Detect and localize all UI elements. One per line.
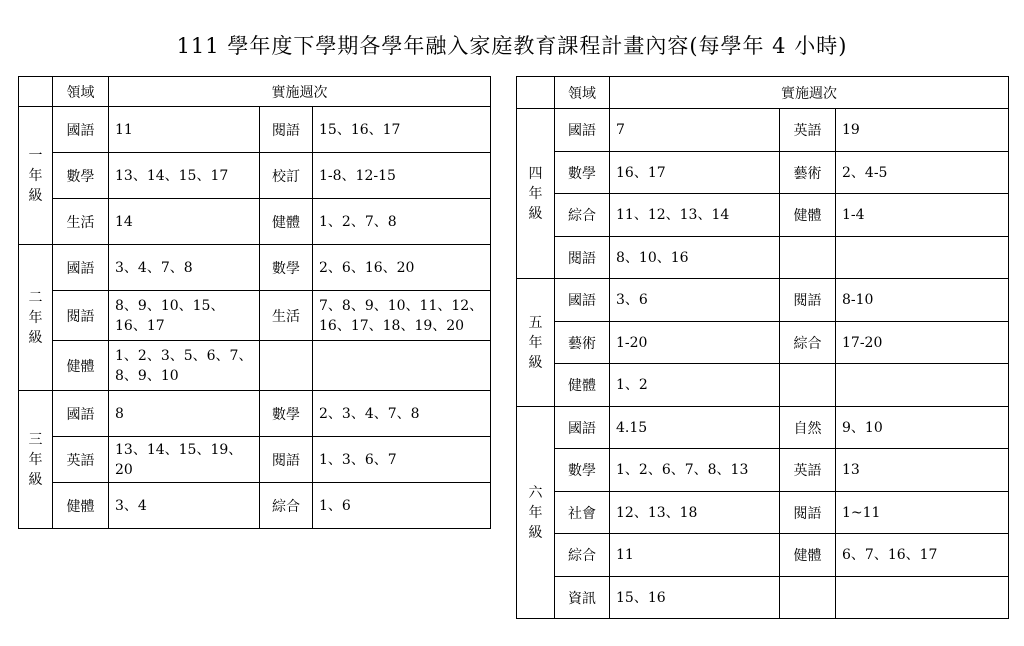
table-row bbox=[19, 153, 491, 199]
weeks-cell: 1、3、6、7 bbox=[313, 437, 491, 483]
grade-label-5: 五年級 bbox=[517, 279, 555, 407]
weeks-cell: 11 bbox=[610, 534, 780, 577]
weeks-cell: 1-20 bbox=[610, 322, 780, 364]
weeks-cell: 15、16、17 bbox=[313, 107, 491, 153]
weeks-cell: 14 bbox=[109, 199, 260, 245]
subject-cell: 閱語 bbox=[555, 237, 610, 279]
subject-cell: 綜合 bbox=[780, 322, 836, 364]
grade-label-2: 二年級 bbox=[19, 245, 53, 391]
subject-cell: 藝術 bbox=[555, 322, 610, 364]
header-domain: 領域 bbox=[555, 77, 610, 109]
table-row bbox=[19, 437, 491, 483]
table-row bbox=[517, 534, 1009, 577]
subject-cell: 健體 bbox=[780, 194, 836, 237]
grade-label-6: 六年級 bbox=[517, 407, 555, 619]
table-header-row bbox=[19, 77, 491, 107]
subject-cell: 數學 bbox=[260, 245, 313, 291]
subject-cell: 綜合 bbox=[555, 194, 610, 237]
subject-cell: 閱語 bbox=[260, 107, 313, 153]
grade-label-3: 三年級 bbox=[19, 391, 53, 529]
subject-cell: 綜合 bbox=[555, 534, 610, 577]
weeks-cell: 7 bbox=[610, 109, 780, 152]
weeks-cell: 12、13、18 bbox=[610, 492, 780, 534]
subject-cell: 數學 bbox=[555, 449, 610, 492]
header-blank bbox=[517, 77, 555, 109]
subject-cell: 社會 bbox=[555, 492, 610, 534]
table-row bbox=[517, 279, 1009, 322]
subject-cell: 閱語 bbox=[53, 291, 109, 341]
weeks-cell: 19 bbox=[836, 109, 1009, 152]
table-row bbox=[517, 577, 1009, 619]
weeks-cell: 1-8、12-15 bbox=[313, 153, 491, 199]
table-row bbox=[19, 245, 491, 291]
weeks-cell bbox=[836, 577, 1009, 619]
subject-cell: 國語 bbox=[555, 407, 610, 449]
weeks-cell: 1、2 bbox=[610, 364, 780, 407]
subject-cell: 健體 bbox=[780, 534, 836, 577]
weeks-cell: 8、9、10、15、16、17 bbox=[109, 291, 260, 341]
table-row bbox=[517, 322, 1009, 364]
weeks-cell: 8-10 bbox=[836, 279, 1009, 322]
weeks-cell: 8、10、16 bbox=[610, 237, 780, 279]
subject-cell: 綜合 bbox=[260, 483, 313, 529]
subject-cell: 數學 bbox=[260, 391, 313, 437]
subject-cell: 英語 bbox=[53, 437, 109, 483]
weeks-cell: 11、12、13、14 bbox=[610, 194, 780, 237]
subject-cell: 生活 bbox=[260, 291, 313, 341]
subject-cell: 健體 bbox=[555, 364, 610, 407]
weeks-cell: 2、3、4、7、8 bbox=[313, 391, 491, 437]
weeks-cell: 13、14、15、19、20 bbox=[109, 437, 260, 483]
table-row bbox=[19, 483, 491, 529]
weeks-cell: 8 bbox=[109, 391, 260, 437]
right-schedule-table bbox=[516, 76, 1009, 619]
table-row bbox=[19, 199, 491, 245]
subject-cell: 閱語 bbox=[780, 279, 836, 322]
weeks-cell: 1、2、7、8 bbox=[313, 199, 491, 245]
weeks-cell bbox=[836, 364, 1009, 407]
table-row bbox=[517, 407, 1009, 449]
subject-cell: 資訊 bbox=[555, 577, 610, 619]
subject-cell: 閱語 bbox=[780, 492, 836, 534]
subject-cell: 生活 bbox=[53, 199, 109, 245]
header-weeks: 實施週次 bbox=[109, 77, 491, 107]
header-domain: 領域 bbox=[53, 77, 109, 107]
subject-cell: 國語 bbox=[555, 279, 610, 322]
subject-cell: 校訂 bbox=[260, 153, 313, 199]
table-row bbox=[19, 107, 491, 153]
subject-cell: 自然 bbox=[780, 407, 836, 449]
weeks-cell: 13 bbox=[836, 449, 1009, 492]
weeks-cell bbox=[836, 237, 1009, 279]
subject-cell: 健體 bbox=[53, 341, 109, 391]
subject-cell: 英語 bbox=[780, 109, 836, 152]
subject-cell: 國語 bbox=[53, 245, 109, 291]
table-row bbox=[19, 391, 491, 437]
weeks-cell: 1、6 bbox=[313, 483, 491, 529]
weeks-cell: 1、2、3、5、6、7、8、9、10 bbox=[109, 341, 260, 391]
table-row bbox=[517, 364, 1009, 407]
table-row bbox=[517, 492, 1009, 534]
table-row bbox=[19, 291, 491, 341]
table-row bbox=[517, 152, 1009, 194]
subject-cell: 數學 bbox=[53, 153, 109, 199]
subject-cell: 閱語 bbox=[260, 437, 313, 483]
weeks-cell: 4.15 bbox=[610, 407, 780, 449]
weeks-cell: 11 bbox=[109, 107, 260, 153]
weeks-cell: 16、17 bbox=[610, 152, 780, 194]
weeks-cell: 3、4、7、8 bbox=[109, 245, 260, 291]
weeks-cell bbox=[313, 341, 491, 391]
table-row bbox=[517, 109, 1009, 152]
subject-cell: 國語 bbox=[555, 109, 610, 152]
subject-cell bbox=[260, 341, 313, 391]
weeks-cell: 3、6 bbox=[610, 279, 780, 322]
weeks-cell: 2、4-5 bbox=[836, 152, 1009, 194]
table-row bbox=[517, 194, 1009, 237]
subject-cell: 國語 bbox=[53, 391, 109, 437]
table-row bbox=[19, 341, 491, 391]
header-blank bbox=[19, 77, 53, 107]
table-row bbox=[517, 449, 1009, 492]
weeks-cell: 7、8、9、10、11、12、16、17、18、19、20 bbox=[313, 291, 491, 341]
subject-cell bbox=[780, 577, 836, 619]
left-schedule-table bbox=[18, 76, 491, 529]
grade-label-4: 四年級 bbox=[517, 109, 555, 279]
grade-label-1: 一年級 bbox=[19, 107, 53, 245]
weeks-cell: 6、7、16、17 bbox=[836, 534, 1009, 577]
table-row bbox=[517, 237, 1009, 279]
subject-cell bbox=[780, 237, 836, 279]
weeks-cell: 1-4 bbox=[836, 194, 1009, 237]
weeks-cell: 1、2、6、7、8、13 bbox=[610, 449, 780, 492]
subject-cell: 數學 bbox=[555, 152, 610, 194]
weeks-cell: 3、4 bbox=[109, 483, 260, 529]
subject-cell: 藝術 bbox=[780, 152, 836, 194]
weeks-cell: 1~11 bbox=[836, 492, 1009, 534]
weeks-cell: 9、10 bbox=[836, 407, 1009, 449]
header-weeks: 實施週次 bbox=[610, 77, 1009, 109]
subject-cell: 健體 bbox=[260, 199, 313, 245]
subject-cell bbox=[780, 364, 836, 407]
weeks-cell: 17-20 bbox=[836, 322, 1009, 364]
subject-cell: 國語 bbox=[53, 107, 109, 153]
weeks-cell: 13、14、15、17 bbox=[109, 153, 260, 199]
subject-cell: 英語 bbox=[780, 449, 836, 492]
subject-cell: 健體 bbox=[53, 483, 109, 529]
weeks-cell: 2、6、16、20 bbox=[313, 245, 491, 291]
weeks-cell: 15、16 bbox=[610, 577, 780, 619]
page-title: 111 學年度下學期各學年融入家庭教育課程計畫內容(每學年 4 小時) bbox=[176, 34, 848, 58]
table-header-row bbox=[517, 77, 1009, 109]
